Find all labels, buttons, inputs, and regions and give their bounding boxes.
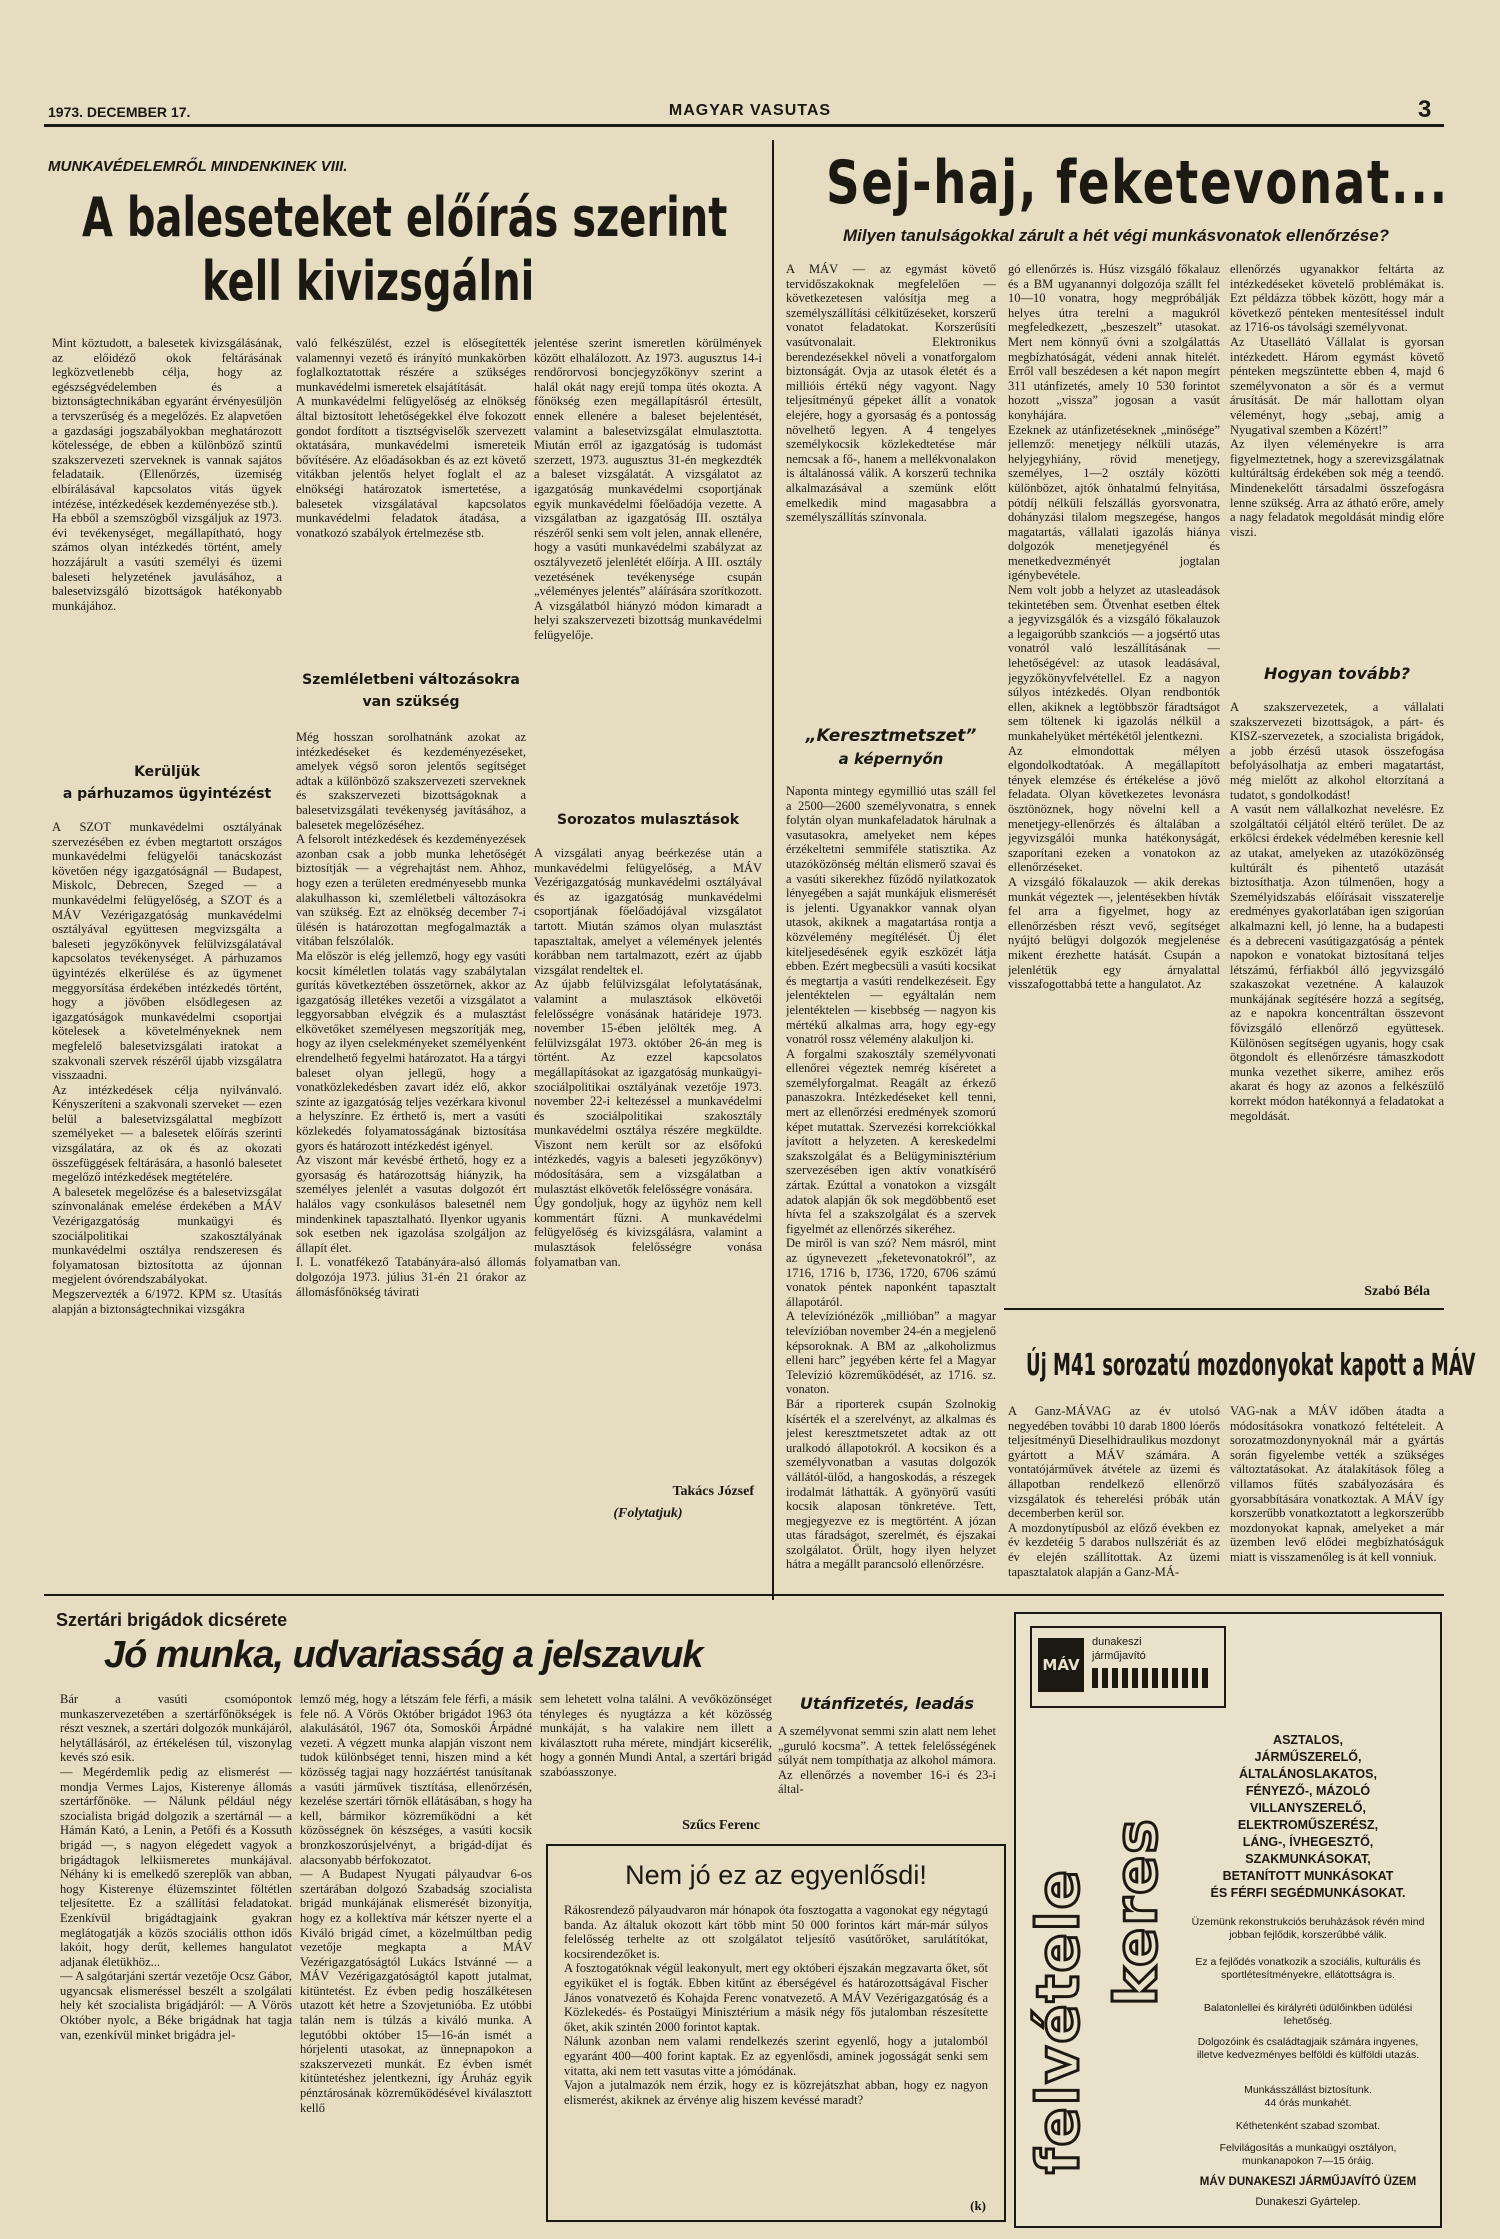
ad-info6: Kéthetenként szabad szombat. [1235, 2120, 1381, 2132]
left-col1-sub-b: a párhuzamos ügyintézést [62, 786, 272, 802]
ad-vertical-left: felvétele [1024, 1868, 1092, 2174]
brigade-kicker: Szertári brigádok dicsérete [56, 1610, 288, 1630]
ad-logo-stripes [1092, 1668, 1212, 1688]
right-col2-text: gó ellenőrzés is. Húsz vizsgáló főkalauz és a BM ugyanannyi dolgozója szállt fel 10—10 vonatra, hogy megpróbálják helyes útra terelni a magukról megfeledkezett, „beszeszelt” utasokat. Mert nem könnyű óvni a szolgálattás megbízhatóságát, védeni annak hitelét. Erről vall beszédesen a két napon megírt 311 utánfizetés, amely 10 530 forintot hozott „vissza” jogosan a vasút konyhájára. Ezeknek az utánfizetéseknek „minősége” jellemző: menetjegy nélküli utazás, helyjegyhiány, rövid menetjegy, személyes, 1—2 osztály közötti különbözet, ajtók önhatalmú felnyitása, pótdíj nélküli felszállás gyorsvonatra, dohányzási tilalom megszegése, hangos magatartás, vállalati igazolás hiánya dolgozók menetjegyénél és menetkedvezményét jogtalan igénybevétele. Nem volt jobb a helyzet az utasleadások tekintetében sem. Ötvenhat esetben éltek a jegyvizsgálók és a vizsgáló főkalauzok a legaigorúbb szankciós — a jogsértő utas vonatról való leszállításának — lehetőségével: az utasok leadásával, jegyzőkönyvfelvétellel. Ez a nagyon súlyos intézkedés. Olyan rendbontók ellen, akiknek a legtöbbször fáradtságot sem töltenek ki igazolás nélkül a munkahelyüket mértékétől jelentkezni. Az elmondottak mélyen elgondolkodtatóak. A megállapított tények elemzése és értékelése a jövő feladata. Olyan következetes levonásra ösztönöznek, hogy növelni kell a menetjegy-ellenőrzés és általában a jegyvizsgálói munka hatékonyságát, szaporítani ezeken a vonatokon az ellenőrzéseket. A vizsgáló főkalauzok — akik derekas munkát végeztek —, jelentésekben hívták fel arra a figyelmet, hogy az ellenőrzésben részt vevő, segítséget nyújtó belügyi dolgozók megjelenése mikent érezhette hatását. Csupán a jelenlétük egy árnyalattal visszafogottabbá tette a hangulatot. Az [1008, 262, 1220, 992]
egyenlosdi-box [546, 1844, 1006, 2222]
right-col1-text-b: Naponta mintegy egymillió utas száll fel a 2500—2600 személyvonatra, s ennek folytán olyan munkafeladatok hárulnak a vasutasokra, amelyeket nem képes érzékeltetni semmiféle statisztika. Az utazóközönség méltán elismerő szavai és a vasúti sikerekhez fűződő nyilatkozatok lényegében a saját munkájuk elismerését is jelenti. Ugyanakkor vannak olyan utasok, akiknek a magatartása rontja a közvélemény megítélését. Üj élet kiteljesedésének egyik eszközét látja ebben. Ezért megbecsüli a vasúti kocsikat és megtartja a vasúti rendelkezéseit. Egy jelentéktelen — egyáltalán nem jelentéktelen — kisebbség — nagyon kis mértékű alkalmas arra, hogy egy-egy vonatról rossz vélemény alakuljon ki. A forgalmi szakosztály személyvonati ellenőrei végeztek nemrég kíséretet a személyforgalmat. Reagált az érkező panaszokra. Intézkedéseket kell tenni, mert az ellenőrzési eredmények szomorú képet mutattak. Szervezési korrekciókkal javított a helyzeten. A kereskedelmi szakszolgálat és a Belügyminisztérium szervezésében igen aktív vonatkísérő zártak. Ezúttal a vonatokon a vizsgált adatok alapján ők sok megdöbbentő eset hívta fel a szakszolgálat és a szervek figyelmét az ellenőrzés sikeréhez. De miről is van szó? Nem másról, mint az úgynevezett „feketevonatokról”, az 1716, 1716 b, 1736, 1720, 6706 számú vonatok péntek naponként tapasztalt állapotáról. A televíziónézők „millióban” a magyar televízióban november 24-én a megjelenő képsoroknak. A BM az „alkoholizmus elleni harc” jegyében kérte fel a Magyar Televízió közreműködését, az 1716. sz. vonaton. Bár a riporterek csupán Szolnokig kísérték el a szerelvényt, az alkalmas és jelest keresztmetszetet adtak az ott uralkodó állapotokról. A kocsikon és a személyvonatban a vasutas dolgozók vállától-ülőd, a hangoskodás, a részegek irodalmát láthatták. A gyönyörű vasúti kocsik alaposan tönkretéve. Tett, megjegyezve ez is megtörtént. A józan utas fáradságot, szerelmét, és éjszakai szolgálatot. Örült, hogy ilyen helyzet hátra a megállt parancsoló ellenőrzésre. [786, 784, 996, 1572]
ad-info3: Balatonlellei és királyréti üdülőinkben üdülési lehetőség. [1203, 2002, 1413, 2027]
left-col2-text-a: való felkészülést, ezzel is elősegítették valamennyi vezető és irányító munkakörben foglalkoztatottak részére a szükséges munkavédelmi ismeretek elsajátítását. A munkavédelmi felügyelőség az elnökség által biztosított lehetőségekkel élve fokozott gondot fordított a tisztségviselők szervezett oktatására, munkavédelmi ismereteik bővítésére. Az előadásokban és az ezt követő vitákban jelentős helyet foglalt el az elnökségi határozatok ismertetése, a balesetek vizsgálatával kapcsolatos munkavédelmi feladatok átadása, a vonatkozó szabályok értelmezése stb. [296, 336, 526, 540]
ad-vertical-right: keres [1102, 1817, 1170, 2006]
right-author: Szabó Béla [1364, 1284, 1430, 1299]
m41-title: Új M41 sorozatú mozdonyokat kapott a MÁV [1026, 1348, 1476, 1383]
box-body: Rákosrendező pályaudvaron már hónapok óta fosztogatta a vagonokat egy négytagú banda. Az általuk okozott kárt több mint 50 000 forintos kárt már-már súlyos felelősség terhelte az ott szolgálatot teljesítő vasútőröket, sarulátítókat, kocsirendezőket is. A fosztogatóknak végül leakonyult, mert egy októberi éjszakán megzavarta őket, sőt egyiküket el is fogták. Ebben kitűnt az éberségével és határozottságával Fischer János vonatvezető és Kohajda Ferenc vonatvezető. A MÁV Vezérigazgatóság és a Közlekedés- és Postaügyi Minisztérium a másik négy fős jutalomban részesítette őket, akik szintén 2000 forintot kaptak. Nálunk azonban nem valami rendelkezés szerint egyenlő, hogy a jutalomból egyaránt 400—400 forint kaptak. Ez az egyenlősdi, aminek jogosságát senki sem vitatta, aki nem tett vasutas vitte a jómódának. Vajon a jutalmazók nem érzik, hogy ez is közrejátszhat abban, hogy ez nagyon elismerést, akiknek az érvénye alig hiszem kevéssé maradt? [564, 1903, 988, 2107]
right-col3-text-a: ellenőrzés ugyanakkor feltárta az intézkedéseket követelő problémákat is. Ezt példázza többek között, hogy már a következő pénteken mentesítéssel indult az 1716-os távolsági személyvonat. Az Utasellátó Vállalat is gyorsan intézkedett. Három egymást követő pénteken megszüntette ebben 4, majd 6 személyvonaton a sör és a vermut árusítását. De már hallottam olyan véleményt, hogy „sebaj, amig a Nyugatival szemben a Közért!” Az ilyen véleményekre is arra figyelmeztetnek, hogy a szerevizsgálatnak kultúráltság érdekében sok még a teendő. Mindenekelőtt társadalmi összefogásra lenne szükség. Arra az átható erőre, amely a nagy feladatok megoldását mindig előre viszi. [1230, 262, 1444, 539]
brigade-author: Szűcs Ferenc [682, 1818, 760, 1833]
ad-jobs: ASZTALOS, JÁRMŰSZERELŐ, ÁLTALÁNOSLAKATOS, FÉNYEZŐ-, MÁZOLÓ VILLANYSZERELŐ, ELEKTROMŰSZERÉSZ, LÁNG-, ÍVHEGESZTŐ, SZAKMUNKÁSOKAT, BETANÍTOTT MUNKÁSOKAT ÉS FÉRFI SEGÉDMUNKÁSOKAT. [1210, 1733, 1406, 1900]
ad-logo [1030, 1626, 1226, 1708]
header-date: 1973. DECEMBER 17. [48, 104, 191, 120]
left-col2-text-b: Még hosszan sorolhatnánk azokat az intézkedéseket és kezdeményezéseket, amelyek végső soron jelentős segítséget adtak a különböző szakszervezeti szerveknek és szakszervezeti bizottságoknak a balesetvizsgálati tevékenység javításához, a balesetek megelőzéséhez. A felsorolt intézkedések és kezdeményezések azonban csak a jobb munka lehetőségét biztosítják — a végrehajtást nem. Ahhoz, hogy ezen a területen eredményesebb munka alakulhasson ki, szemléletbeli változásokra van szükség. Ezt az elnökség december 7-i ülésén is határozottan megfogalmazták a vitában felszólalók. Ma először is elég jellemző, hogy egy vasúti kocsit kíméletlen tolatás vagy szabálytalan gurítás következtében összetörnek, akkor az igazgatóság illetékes vezetői a vizsgálatot a leggyorsabban elvégzik és a mulasztást elkövetőket személyesen megszorítják meg, hogy az ilyen cselekményeket személyenként elrendelhető fegyelmi határozatot. Ha a tárgyi baleset olyan jellegű, hogy a vonatközlekedésben zavart idéz elő, akkor szinte az igazgatóság teljes vezérkara kivonul a helyszínre. Ez érthető is, mert a vasúti közlekedés folyamatosságának biztosítása gyors és határozott intézkedést igényel. Az viszont már kevésbé érthető, hogy ez a gyorsaság és határozottság hiányzik, ha személyes jelenlét a vasutas dolgozót ért halálos vagy csonkulásos balesetnél nem mindenkinek tapasztalható. Ilyenkor ugyanis sok esetben nek igazolása szolgáljon az állapít élet. I. L. vonatfékező Tatabányára-alsó állomás dolgozója 1973. július 31-én 21 órakor az állomásfőnökség távirati [296, 730, 526, 1299]
left-col2-sub-a: Szemléletbeni változásokra [302, 672, 520, 688]
vertical-divider [772, 140, 774, 1600]
right-col3-sub: Hogyan tovább? [1263, 664, 1411, 683]
ad-info7: Felvilágosítás a munkaügyi osztályon, munkanapokon 7—15 óráig. [1219, 2142, 1397, 2167]
m41-col2-text: VAG-nak a MÁV időben átadta a módosításokra vonatkozó feltételeit. A sorozatmozdonynyoknál már a gyártás során figyelembe vették a szükséges változtatásokat. Az átalakítások főleg a villamos fűtés szabályozására és gyorsabbítására vonatkoztak. A MÁV így korszerűbb vonatkoztatott a legkorszerűbb mozdonyokat kapnak, amelyeket a már üzemben levő elődei megbízhatóságuk miatt is visszamenőleg is át kell vonniuk. [1230, 1404, 1444, 1564]
m41-col1-text: A Ganz-MÁVAG az év utolsó negyedében további 10 darab 1800 lóerős teljesítményű Dieselhidraulikus mozdonyt gyártott a MÁV számára. A vontatójárművek átvétele az üzemi és állapotban rendelkező ellenőrző vizsgálatok és teherelési próbák után decemberben kerül sor. A mozdonytípusból az előző években ez év kezdetéig 5 darabos nullszériát és az év elején szállítottak. Az üzemi tapasztalatok alapján a Ganz-MÁ- [1008, 1404, 1220, 1579]
brigade-col2-text: lemző még, hogy a létszám fele férfi, a másik fele nő. A Vörös Október brigádot 1963 óta alakulásától, 1967 óta, Somoskői Árpádné vezeti. A végzett munka alapján viszont nem tudok különbséget tenni, hiszen mind a két közösség tagjai nagy hozzáértést tanúsítanak a vasúti járművek tisztítása, ellenőrzésén, kezelése szertári tőrnök ellátásában, s hogy ha kell, bármikor közreműködni a két közösségnek ön készséges, a vasúti kocsik bronzkoszorúsjelvényt, a brigád-díjat és alacsonyabb bérfokozatot. — A Budapest Nyugati pályaudvar 6-os szertárában dolgozó Szabadság szocialista brigád munkájának elismerését bizonyítja, hogy ez a kollektíva már kétszer nyerte el a Kiváló brigád címet, a közelmúltban pedig vezetője megkapta a MÁV Vezérigazgatóságtól Lukács Istvánné — a MÁV Vezérigazgatóságtól kapott jutalmat, kitüntetést. Ez évben pedig hoszálkétesen utazott két hetre a Szovjetunióba. Ez utóbbi talán nem is túlzás a kiváló munka. A legutóbbi október 15—16-án ismét a hórjelenti utasokat, az ünnepnapokon a szakszervezeti munkát. Ez évben ismét kitüntetéshez jelentkezni, így Áruház egyik pénztárosának közreműködésével kiválasztott kellő [300, 1692, 532, 2115]
left-title-line2: kell kivizsgálni [202, 250, 535, 313]
box-signature: (k) [970, 2198, 986, 2213]
header-rule [44, 124, 1444, 127]
brigade-title: Jó munka, udvariasság a jelszavuk [104, 1634, 703, 1676]
left-col1-text-b: A SZOT munkavédelmi osztályának szervezésében ez évben megtartott országos munkavédelmi felügyelői tanácskozást követően négy igazgatóságnál — Budapest, Miskolc, Debrecen, Szeged — a munkavédelmi felügyelőség, a SZOT és a MÁV Vezérigazgatóság munkavédelmi osztályával együttesen megvizsgálta a baleseti jegyzőkönyvek felülvizsgálatával kapcsolatos tevékenységet. A párhuzamos ügyintézés elkerülése és az ügymenet meggyorsítása érdekében intézkedés történt, hogy a jövőben elsődlegesen az igazgatóságok munkavédelmi csoportjai kötelesek a követelményeknek nem megfelelő balesetvizsgálati iratokat a szakvonali szervek részéről újabb vizsgálatra visszaadni. Az intézkedések célja nyilvánvaló. Kényszeríteni a szakvonali szerveket — ezen belül a balesetvizsgálattal megbízott személyeket — a balesetek előírás szerinti vizsgálatára, az ok és az okozati összefüggések feltárására, a hasonló balesetet megelőző intézkedések megtételére. A balesetek megelőzése és a balesetvizsgálat színvonalának emelése érdekében a MÁV Vezérigazgatóság munkaügyi és szociálpolitikai szakosztályának munkavédelmi osztálya rendszeresen és folyamatosan biztosította az újonnan megjelent óvórendszabályokat. Megszervezték a 6/1972. KPM sz. Utasítás alapján a biztonságtechnikai vizsgákra [52, 820, 282, 1316]
m41-top-rule [1004, 1308, 1444, 1310]
brigade-col1-text: Bár a vasúti csomópontok munkaszervezetében a szertárfőnökségek is részt vesznek, a szertári dolgozók munkájáról, helytállásáról, az értékelésen túl, viszonylag kevés szó esik. — Megérdemlik pedig az elismerést — mondja Vermes Lajos, Kisterenye állomás szertárfőnöke. — Nálunk például négy szocialista brigád dolgozik a szertárnál — a Hámán Kató, a Lenin, a Petőfi és a Kossuth brigád —, s nagyon elégedett vagyok a brigádtagok lelkiismeretes munkájával. Néhány ki is emelkedő szereplők van abban, hogy Kisterenye élüzemszintet föltétlen teljesítette. Ez a szállítási feladatokat. Ezenkívül brigádtagjaink gyakran meglátogatják a közös szociális otthon idős lakóit, hogy derűt, kellemes hangulatot adjanak életükhöz... — A salgótarjáni szertár vezetője Ocsz Gábor, ugyancsak elismeréssel beszélt a szolgálati hely két szocialista brigádjáról: — A Vörös Október nyolc, a Béke brigádnak hat tagja van, ezenkívül minket brigádra jel- [60, 1692, 292, 2042]
ad-company: MÁV DUNAKESZI JÁRMŰJAVÍTÓ ÜZEM [1199, 2176, 1417, 2188]
right-col1-text-a: A MÁV — az egymást követő tervidőszakoknak megfelelően — következetesen valósítja meg a személyszállítási célkitűzéseket, korszerű vonatot feladatokat. Korszerűsíti vasútvonalait. Elektronikus berendezésekkel növeli a vonatforgalom biztonságát. Ovja az utasok életét és a millióis értékű négy vagyont. Nagy teljesítményű gépeket állít a vonatok elejére, hogy a gyorsaság és a pontosság növelhető legyen. A 4 tengelyes személykocsik közlekedtetése már nemcsak a fő-, hanem a mellékvonalakon is általánossá válik. A korszerű technika alkalmazásával a szemünk előtt emelkedik mind magasabbra a személyszállítás színvonala. [786, 262, 996, 525]
right-title: Sej-haj, feketevonat... [826, 148, 1449, 218]
series-label: MUNKAVÉDELEMRŐL MINDENKINEK VIII. [48, 158, 348, 175]
right-col1-sub-b: a képernyőn [838, 750, 944, 768]
left-continued: (Folytatjuk) [613, 1506, 683, 1521]
ad-logo-line2: járműjavító [1092, 1650, 1146, 1662]
brigade-col4-text: A személyvonat semmi szin alatt nem lehet „guruló kocsma”. A tettek felelősségének súlyát nem tompíthatja az alkohol mámora. Az ellenőrzés a november 16-i és 23-i által- [778, 1724, 996, 1797]
ad-info4: Dolgozóink és családtagjaik számára ingyenes, illetve kedvezményes belföldi és külföldi utazás. [1196, 2036, 1420, 2061]
left-col3-text-a: jelentése szerint ismeretlen körülmények között elhalálozott. Az 1973. augusztus 14-i rendőrorvosi boncjegyzőkönyv szerint a halál okát nagy erejű tompa ütés okozta. A főnökség ezen megállapításról értesült, ennek ellenére a baleset bejelentését, valamint a balesetvizsgálat elmulasztotta. Miután erről az igazgatóság is tudomást szerzett, 1973. augusztus 31-én megkezdték a baleset vizsgálatát. A vizsgálatot az igazgatóság munkavédelmi csoportjának egyik munkavédelmi főelőadója vezette. A vizsgálatban az igazgatóság III. osztálya részéről senki sem volt jelen, annak ellenére, hogy a vasúti munkavédelmi szabályzat az osztályvezető jelenlétét előírja. A III. osztály vezetésének tevékenysége csupán „véleményes jelentés” aláírására szorítkozott. A vizsgálatból hiányzó módon kimaradt a helyi szakszervezeti bizottság munkavédelmi felügyelője. [534, 336, 762, 642]
header-page-number: 3 [1418, 96, 1432, 123]
brigade-col3-text-a: sem lehetett volna találni. A vevőközönséget tényleges és nyugtázza a két közösség munkáját, s ha valakire nem illett a kiválasztott ruha mérete, mindjárt kicserélik, hogy a gonnén Mundi Antal, a szertári brigád szabóasszonye. [540, 1692, 772, 1779]
left-title-line1: A baleseteket előírás szerint [82, 186, 728, 249]
ad-info5: Munkásszállást biztosítunk. 44 órás munkahét. [1244, 2084, 1372, 2109]
ad-info2: Ez a fejlődés vonatkozik a szociális, kulturális és sportlétesítményekre, ellátottságra is. [1195, 1956, 1421, 1981]
left-col1-text-a: Mint köztudott, a balesetek kivizsgálásának, az előidéző okok feltárásának legközvetlenebb célja, hogy az egészségvédelemben és a biztonságtechnikában egyaránt érvényesüljön a tervszerűség és a megelőzés. Ez alapvetően a gazdasági jogszabályokban meghatározott kötelessége, de ebben a különböző szintű szakszervezeti szerveknek is vannak sajátos feladataik. (Ellenőrzés, üzemiség elbírálásával kapcsolatos vitás ügyek intézése, intézkedések kezdeményezése stb.). Ha ebből a szemszögből vizsgáljuk az 1973. évi tevékenységet, megállapítható, hogy számos olyan intézkedés történt, amely hozzájárult a vasúti személyi és üzemi baleseti helyzetének javulásához, a balesetvizsgáló bizottságok hatékonyabb munkájához. [52, 336, 282, 613]
ad-address: Dunakeszi Gyártelep. [1255, 2196, 1361, 2208]
brigade-col4-sub: Utánfizetés, leadás [799, 1694, 975, 1713]
right-subtitle: Milyen tanulságokkal zárult a hét végi munkásvonatok ellenőrzése? [842, 226, 1390, 245]
left-col3-text-b: A vizsgálati anyag beérkezése után a munkavédelmi felügyelőség, a MÁV Vezérigazgatóság munkavédelmi osztályával és az igazgatóság munkavédelmi csoportjának főelőadójával vizsgálatot tartott. Miután számos olyan mulasztást tapasztaltak, amelyet a vélemények jelentés korábban nem tartalmazott, ezért az újabb vizsgálat rendeltek el. Az újabb felülvizsgálat lefolytatásának, valamint a mulasztások elkövetői felelősségre vonásának határideje 1973. november 15-ében jelölték meg. A felülvizsgálat 1973. október 26-án meg is történt. Az ezzel kapcsolatos megállapításokat az igazgatóság munkaügyi-szociálpolitikai osztályának vezetője 1973. november 22-i keltezéssel a munkavédelmi és szociálpolitikai szakosztály munkavédelmi osztálya részére megküldte. Viszont nem került sor az elsőfokú intézkedés, vagyis a baleseti jegyzőkönyv) módosítására, sem a vizsgálatban a mulasztást elkövetők felelősségre vonására. Úgy gondoljuk, hogy az ügyhöz nem kell kommentárt fűzni. A munkavédelmi felügyelőség és kivizsgálásra, valamint a mulasztások felelősségre vonása folyamatban van. [534, 846, 762, 1269]
right-col3-text-b: A szakszervezetek, a vállalati szakszervezeti bizottságok, a párt- és KISZ-szervezetek, a szocialista brigádok, a jobb érzésű utasok összefogása befolyásolhatja az emberi magatartást, még mielőtt az alkohol eltorzítaná a tudatot, s gondolkodást! A vasút nem vállalkozhat nevelésre. Ez szolgáltatói céljától eltérő terület. De az erkölcsi érdekek védelmében keresnie kell az utakat, amelyeken az utazóközönség kultúrált és pihentető utazását biztosíthatja. Azon túlmenően, hogy a Személyidszabás előírásait visszaterelje eredményes gyakorlatában igen szigorúan alkalmazni kell, jó lenne, ha a budapesti és a debreceni vasútigazgatóság a péntek napokon e vonatokat biztosítaná teljes létszámú, férfiakból álló jegyvizsgáló szakaszokat vezetnéne. A kalauzok munkájának segítésére hozzá a segítség, az e napokra koncentráltan összevont fővizsgáló ellenőrző együttesek. Különösen segítségen ugyanis, hogy csak ötgondolt és ellenőrzésre támaszkodott munka vezethet sikerre, amihez erős akarat és hogy az azonos a felkészülő korrekt módon hatékonnyá a feladatokat a megoldását. [1230, 700, 1444, 1123]
left-col2-sub-b: van szükség [362, 694, 460, 710]
header-paper-name: MAGYAR VASUTAS [668, 102, 832, 119]
ad-info1: Üzemünk rekonstrukciós beruházások révén mind jobban fejlődik, korszerűbbé válik. [1191, 1916, 1425, 1941]
left-author: Takács József [672, 1484, 754, 1499]
brigade-top-rule [44, 1594, 1444, 1596]
ad-logo-mark: MÁV [1038, 1638, 1084, 1692]
ad-logo-line1: dunakeszi [1092, 1636, 1142, 1648]
dunakeszi-ad [1014, 1612, 1442, 2228]
left-col3-sub: Sorozatos mulasztások [556, 812, 740, 828]
left-col1-sub-a: Kerüljük [134, 764, 200, 780]
box-title: Nem jó ez az egyenlősdi! [625, 1860, 927, 1890]
right-col1-sub-a: „Keresztmetszet” [805, 726, 977, 746]
